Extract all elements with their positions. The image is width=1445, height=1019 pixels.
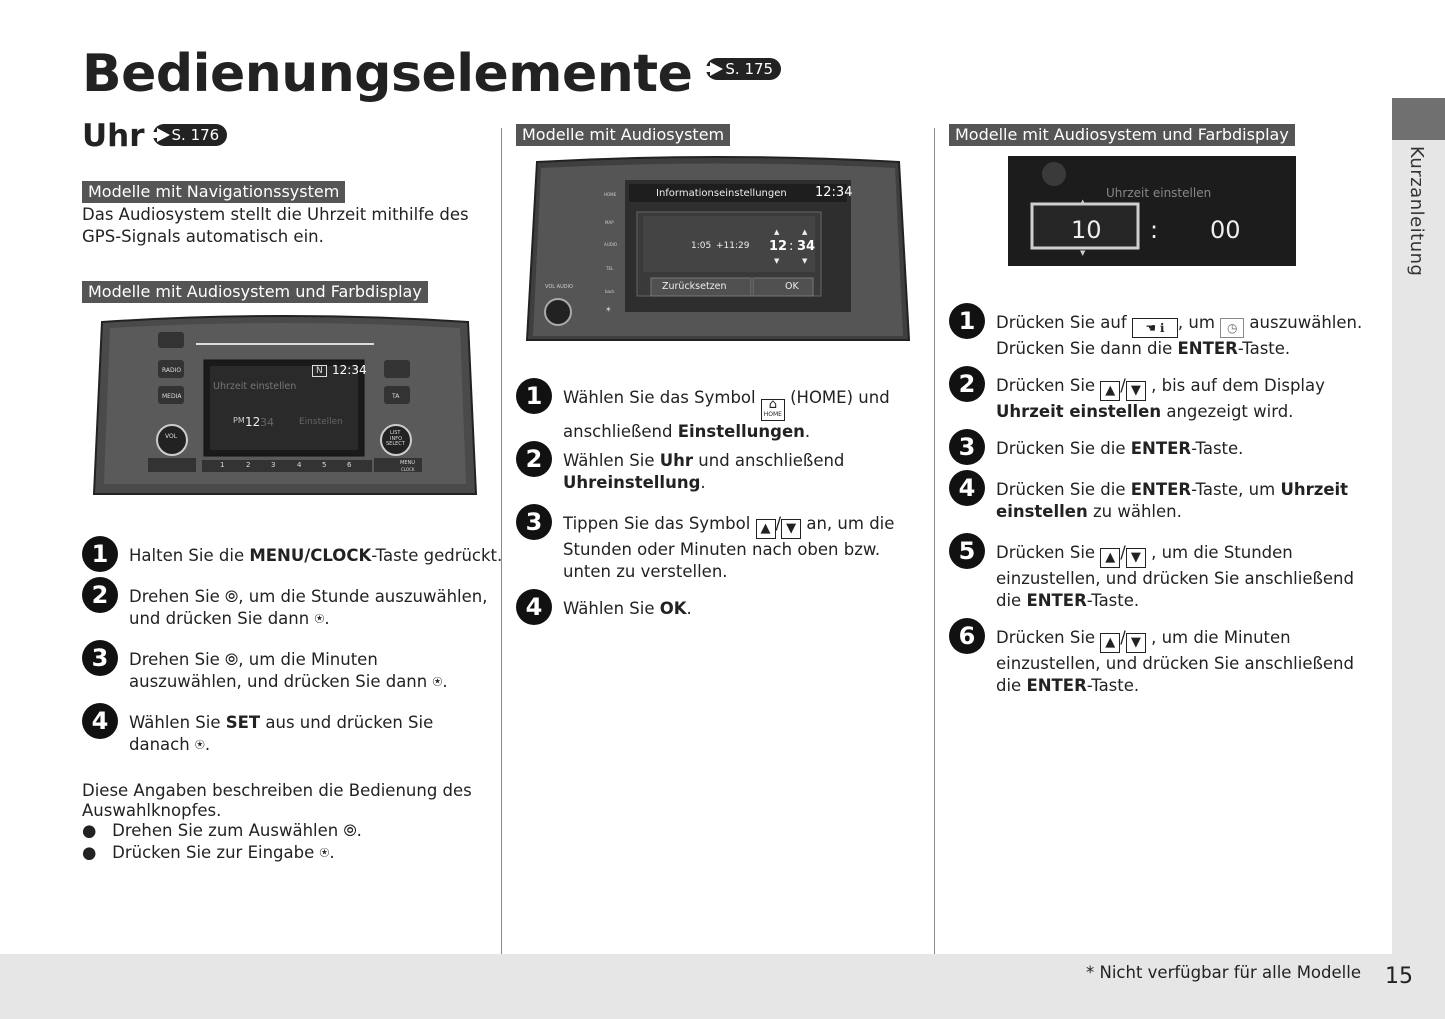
home-icon: ⌂ HOME — [761, 399, 785, 421]
hour-down-arrow[interactable]: ▼ — [1080, 249, 1086, 257]
step-number: 5 — [949, 533, 985, 569]
up-arrow-icon: ▲ — [1100, 633, 1120, 653]
hour-value[interactable]: 12 — [245, 415, 261, 429]
clock-display-drawing — [1008, 156, 1296, 266]
brightness-side-button[interactable]: ✶ — [605, 305, 612, 314]
step-number: 6 — [949, 618, 985, 654]
col2-step-2 — [516, 441, 844, 494]
hour-value[interactable]: 10 — [1071, 216, 1102, 244]
menu-button[interactable]: MENU — [400, 460, 415, 466]
col3-step-4 — [949, 470, 1348, 523]
step-text: Drehen Sie ⦾, um die Minuten auszuwählen, und drücken Sie dann ⍟. — [129, 650, 448, 691]
down-arrow-icon: ▼ — [1126, 548, 1146, 568]
minute-value[interactable]: 00 — [1210, 216, 1241, 244]
step-text: Drücken Sie ▲ / ▼ , um die Stunden einzustellen, und drücken Sie anschließend die ENTER-Taste. — [996, 543, 1354, 610]
display-clock: 12:34 — [332, 363, 367, 377]
step-number: 4 — [949, 470, 985, 506]
radio-button[interactable]: RADIO — [162, 367, 182, 374]
col3-step-6 — [949, 618, 1354, 697]
footnote: * Nicht verfügbar für alle Modelle — [1086, 963, 1361, 982]
audio-unit-color-display — [92, 314, 478, 497]
hour-up-arrow[interactable]: ▲ — [774, 228, 780, 236]
step-text: Drehen Sie ⦾, um die Stunde auszuwählen, und drücken Sie dann ⍟. — [129, 587, 488, 628]
hour-up-arrow[interactable]: ▲ — [1080, 198, 1086, 206]
ta-button[interactable]: TA — [392, 393, 400, 400]
preset-1[interactable]: 1 — [220, 461, 225, 469]
hour-value[interactable]: 12 — [769, 239, 788, 254]
up-arrow-icon: ▲ — [1100, 548, 1120, 568]
minute-value[interactable]: 34 — [797, 239, 816, 254]
label-audio-models: Modelle mit Audiosystem — [516, 124, 730, 146]
column-divider — [934, 128, 935, 954]
bullet-turn: ● Drehen Sie zum Auswählen ⦾. — [82, 821, 362, 840]
am-pm-indicator: PM — [233, 416, 245, 425]
offset-value: +11:29 — [716, 241, 750, 251]
down-arrow-icon: ▼ — [781, 519, 801, 539]
hour-down-arrow[interactable]: ▼ — [774, 257, 780, 265]
up-arrow-icon: ▲ — [1100, 381, 1120, 401]
audio-unit-drawing — [92, 314, 478, 497]
preset-5[interactable]: 5 — [322, 461, 327, 469]
label-navigation-models: Modelle mit Navigationssystem — [82, 181, 345, 203]
label-color-display-models: Modelle mit Audiosystem und Farbdisplay — [82, 281, 428, 303]
nav-description: Das Audiosystem stellt die Uhrzeit mithilfe des GPS-Signals automatisch ein. — [82, 205, 469, 246]
label-color-display-models: Modelle mit Audiosystem und Farbdisplay — [949, 124, 1295, 146]
step-text: Wählen Sie SET aus und drücken Sie danach ⍟. — [129, 713, 434, 754]
map-side-button[interactable]: MAP — [605, 220, 614, 225]
nav-badge: N — [312, 365, 327, 377]
timezone-value: 1:05 — [691, 241, 712, 251]
step-number: 2 — [516, 441, 552, 477]
step-text: Drücken Sie auf ☚ ℹ , um ◷ auszuwählen. Drücken Sie dann die ENTER-Taste. — [996, 313, 1363, 358]
col1-step-1 — [82, 536, 502, 572]
step-number: 1 — [516, 378, 552, 414]
step-number: 2 — [949, 366, 985, 402]
page-number: 15 — [1385, 964, 1413, 989]
col3-step-3 — [949, 429, 1243, 465]
screen-title: Uhrzeit einstellen — [213, 381, 297, 392]
step-text: Halten Sie die MENU/CLOCK-Taste gedrückt. — [129, 546, 503, 565]
step-text: Wählen Sie OK. — [563, 599, 692, 618]
step-number: 3 — [949, 429, 985, 465]
display-clock: 12:34 — [815, 185, 853, 200]
preset-2[interactable]: 2 — [246, 461, 251, 469]
down-arrow-icon: ▼ — [1126, 633, 1146, 653]
info-label: INFO — [390, 436, 403, 442]
set-option[interactable]: Einstellen — [299, 417, 343, 427]
col2-step-4 — [516, 589, 692, 625]
reset-button[interactable]: Zurücksetzen — [662, 281, 727, 292]
screen-title: Uhrzeit einstellen — [1106, 186, 1212, 200]
tel-side-button[interactable]: TEL — [606, 266, 614, 271]
chapter-sidebar — [1392, 98, 1445, 954]
time-separator: : — [1150, 216, 1159, 244]
page-title: Bedienungselemente S. 175 — [82, 44, 781, 104]
home-side-button[interactable]: HOME — [604, 192, 617, 197]
selector-note: Diese Angaben beschreiben die Bedienung des Auswahlknopfes. — [82, 781, 472, 820]
minute-value[interactable]: 34 — [260, 416, 274, 429]
arrow-right-icon — [710, 62, 723, 76]
clock-settings-icon: ◷ — [1220, 318, 1244, 338]
col3-step-1 — [949, 303, 1362, 360]
step-number: 1 — [82, 536, 118, 572]
col3-step-2 — [949, 366, 1325, 423]
screen-header: Informationseinstellungen — [656, 188, 787, 199]
col2-step-1 — [516, 378, 890, 443]
bullet-press: ● Drücken Sie zur Eingabe ⍟. — [82, 843, 335, 862]
step-text: Drücken Sie ▲ / ▼ , bis auf dem Display Uhrzeit einstellen angezeigt wird. — [996, 376, 1325, 421]
col1-step-3 — [82, 640, 448, 693]
up-arrow-icon: ▲ — [756, 519, 776, 539]
time-separator: : — [789, 239, 794, 254]
col2-step-3 — [516, 504, 894, 583]
step-number: 4 — [516, 589, 552, 625]
col1-step-4 — [82, 703, 433, 756]
minute-down-arrow[interactable]: ▼ — [802, 257, 808, 265]
step-number: 2 — [82, 577, 118, 613]
audio-side-button[interactable]: AUDIO — [604, 242, 618, 247]
section-reference-link[interactable]: S. 176 — [153, 124, 228, 146]
list-label: LIST — [390, 430, 401, 436]
down-arrow-icon: ▼ — [1126, 381, 1146, 401]
clock-setting-display — [1008, 156, 1296, 266]
step-text: Drücken Sie die ENTER-Taste. — [996, 439, 1244, 458]
step-number: 3 — [516, 504, 552, 540]
ok-button[interactable]: OK — [785, 281, 799, 292]
clock-label: CLOCK — [401, 467, 415, 472]
step-text: Wählen Sie Uhr und anschließend Uhreinstellung. — [563, 451, 845, 492]
preset-6[interactable]: 6 — [347, 461, 352, 469]
section-title: Uhr S. 176 — [82, 118, 227, 154]
col3-step-5 — [949, 533, 1354, 612]
step-text: Tippen Sie das Symbol ▲ / ▼ an, um die Stunden oder Minuten nach oben bzw. unten zu verstellen. — [563, 514, 895, 581]
step-number: 1 — [949, 303, 985, 339]
step-text: Drücken Sie ▲ / ▼ , um die Minuten einzustellen, und drücken Sie anschließend die ENTER-Taste. — [996, 628, 1354, 695]
preset-3[interactable]: 3 — [271, 461, 276, 469]
page-reference-link[interactable]: S. 175 — [706, 58, 781, 80]
back-side-button[interactable]: back — [605, 289, 615, 294]
step-text: Wählen Sie das Symbol ⌂ HOME (HOME) und anschließend Einstellungen. — [563, 388, 890, 441]
vol-audio-knob[interactable]: VOL AUDIO — [545, 284, 573, 290]
preset-4[interactable]: 4 — [297, 461, 302, 469]
volume-knob[interactable]: VOL — [165, 433, 178, 440]
step-text: Drücken Sie die ENTER-Taste, um Uhrzeit einstellen zu wählen. — [996, 480, 1349, 521]
minute-up-arrow[interactable]: ▲ — [802, 228, 808, 236]
step-number: 4 — [82, 703, 118, 739]
arrow-right-icon — [157, 128, 170, 142]
audio-unit-touchscreen — [525, 156, 911, 341]
col1-step-2 — [82, 577, 487, 630]
chapter-tab[interactable] — [1392, 98, 1445, 140]
chapter-title: Kurzanleitung — [1406, 146, 1427, 277]
selector-knob[interactable]: SELECT — [386, 441, 405, 447]
step-number: 3 — [82, 640, 118, 676]
media-button[interactable]: MEDIA — [162, 393, 182, 400]
info-button-icon: ☚ ℹ — [1132, 318, 1178, 338]
